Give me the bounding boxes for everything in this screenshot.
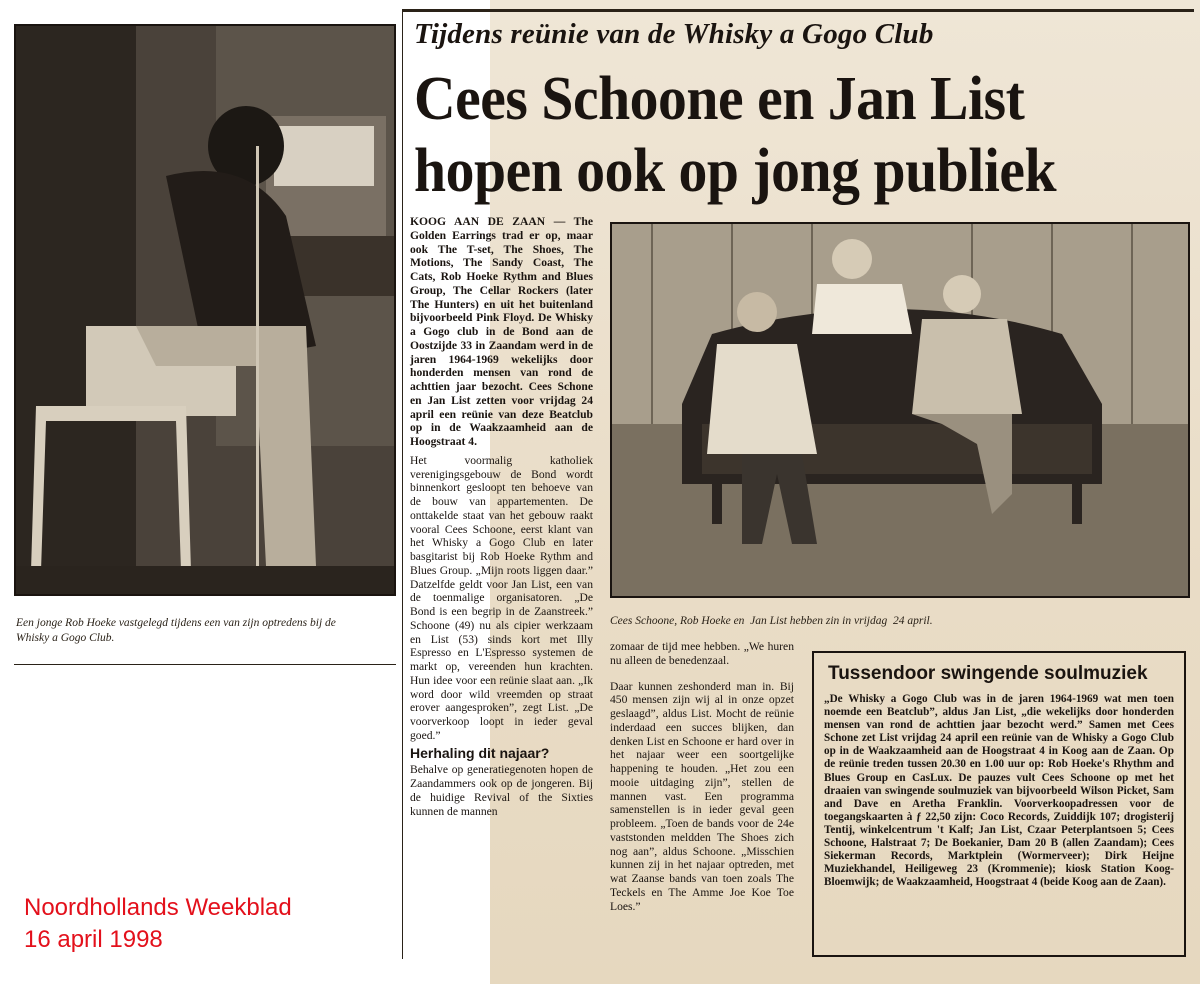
left-photo-caption: Een jonge Rob Hoeke vastgelegd tijdens een van zijn optredens bij de Whisky a Gogo Club.	[16, 617, 336, 644]
column-1	[410, 215, 593, 965]
photo-group	[610, 222, 1190, 598]
lead-paragraph	[410, 215, 593, 449]
source-publication: Noordhollands Weekblad	[24, 894, 292, 921]
kicker: Tijdens reünie van de Whisky a Gogo Club	[414, 18, 934, 50]
lead-text: The Golden Earrings trad er op, maar ook The T-set, The Shoes, The Motions, The Sandy Coast, The Cats, Rob Hoeke Rythm and Blues Group, The Cellar Rockers (later The Hunters) en uit het buitenland bijvoorbeeld Pink Floyd. De Whisky a Gogo club in de Bond aan de Oostzijde 33 in Zaandam werd in de jaren 1964-1969 wekelijks door honderden mensen van rond de achttien jaar bezocht. Cees Schone en Jan List zetten voor vrijdag 24 april een reünie van deze Beatclub op in de Waakzaamheid aan de Hoogstraat 4.	[410, 215, 593, 448]
headline-line2: hopen ook op jong publiek	[414, 137, 1057, 205]
sidebar-box-body: „De Whisky a Gogo Club was in de jaren 1964-1969 wat men toen noemde een Beatclub”, aldus Jan List, „die wekelijks door honderden mensen van rond de achttien jaar bezocht werd.” Samen met Cees Schone zet List vrijdag 24 april een reünie van de Whisky a Gogo Club op in de Waakzaamheid aan de Hoogstraat 4 in Koog aan de Zaan. Op de reünie treden tussen 20.30 en 1.00 uur op: Rob Hoeke's Rhythm and Blues Group en CasLux. De pauzes vult Cees Schoone op met het draaien van swingende soulmuziek van bijvoorbeeld Wilson Picket, Sam and Dave en Aretha Franklin. Voorverkoopadressen voor de toegangskaarten à ƒ 22,50 zijn: Coco Records, Zuiddijk 107; drogisterij Tentij, winkelcentrum 't Kalf; Jan List, Czaar Peterplantsoen 5; Cees Schoone, Halstraat 7; De Boekanier, Dam 20 B (allen Zaandam); Cees Siekerman Records, Marktplein (Wormerveer); Dirk Heijne Muziekhandel, Heiligeweg 23 (Krommenie); kiosk Station Koog-Bloemwijk; de Waakzaamheid, Hoogstraat 4 (beide Koog aan de Zaan).	[824, 693, 1174, 889]
subhead: Herhaling dit najaar?	[410, 744, 550, 761]
top-rule	[402, 9, 1194, 12]
photo-rob-hoeke	[14, 24, 396, 596]
sidebar-box-title: Tussendoor swingende soulmuziek	[828, 663, 1148, 684]
column-rule-vertical	[402, 9, 403, 959]
headline-line1: Cees Schoone en Jan List	[414, 65, 1025, 133]
dateline: KOOG AAN DE ZAAN —	[410, 215, 566, 228]
body-paragraph-2: Behalve op generatiegenoten hopen de Zaandammers ook op de jongeren. Bij de huidige Revival of the Sixties kunnen de mannen	[410, 763, 593, 818]
body-paragraph: Het voormalig katholiek verenigingsgebouw de Bond wordt binnenkort gesloopt ten behoeve van de bouw van appartementen. De onttakelde staat van het gebouw raakt vooral Cees Schoone, eerst klant van het Whisky a Gogo Club en later basgitarist bij Rob Hoeke Rythm and Blues Group. „Mijn roots liggen daar.” Datzelfde geldt voor Jan List, een van de toenmalige organisatoren. „De Bond is een begrip in de Zaanstreek.” Schoone (49) nu als cipier werkzaam en List (53) sinds kort met Illy Espresso en L'Espresso systemen de markt op, vereenden hun krachten. Hun idee voor een reünie slaat aan. „Ik word door wild vreemden op straat erover aangesproken”, zegt List. „De voorverkoop loopt in ieder geval goed.”	[410, 453, 593, 742]
column-2	[610, 640, 794, 970]
column-2-paragraph-1: zomaar de tijd mee hebben. „We huren nu alleen de benedenzaal.	[610, 640, 794, 667]
column-2-paragraph-2: Daar kunnen zeshonderd man in. Bij 450 mensen zijn wij al in onze opzet geslaagd”, aldus List. Mocht de reünie inderdaad een succes blijken, dan denken List en Schoone er hard over in het najaar weer een soortgelijke happening te houden. „Het zou een mooie uitdaging zijn”, stellen de mannen vast. Een programma samenstellen is in ieder geval geen probleem. „Toen de bands voor de 24e vaststonden meldden The Shoes zich nog aan”, aldus Schoone. „Misschien kunnen zij in het najaar optreden, met wat Zaanse bands van toen zoals The Teckels en The Amme Joe Koe Toe Loes.”	[610, 679, 794, 913]
right-photo-caption: Cees Schoone, Rob Hoeke en Jan List hebben zin in vrijdag 24 april.	[610, 615, 933, 627]
source-date: 16 april 1998	[24, 926, 163, 953]
caption-rule	[14, 664, 396, 665]
sidebar-box	[812, 651, 1186, 957]
